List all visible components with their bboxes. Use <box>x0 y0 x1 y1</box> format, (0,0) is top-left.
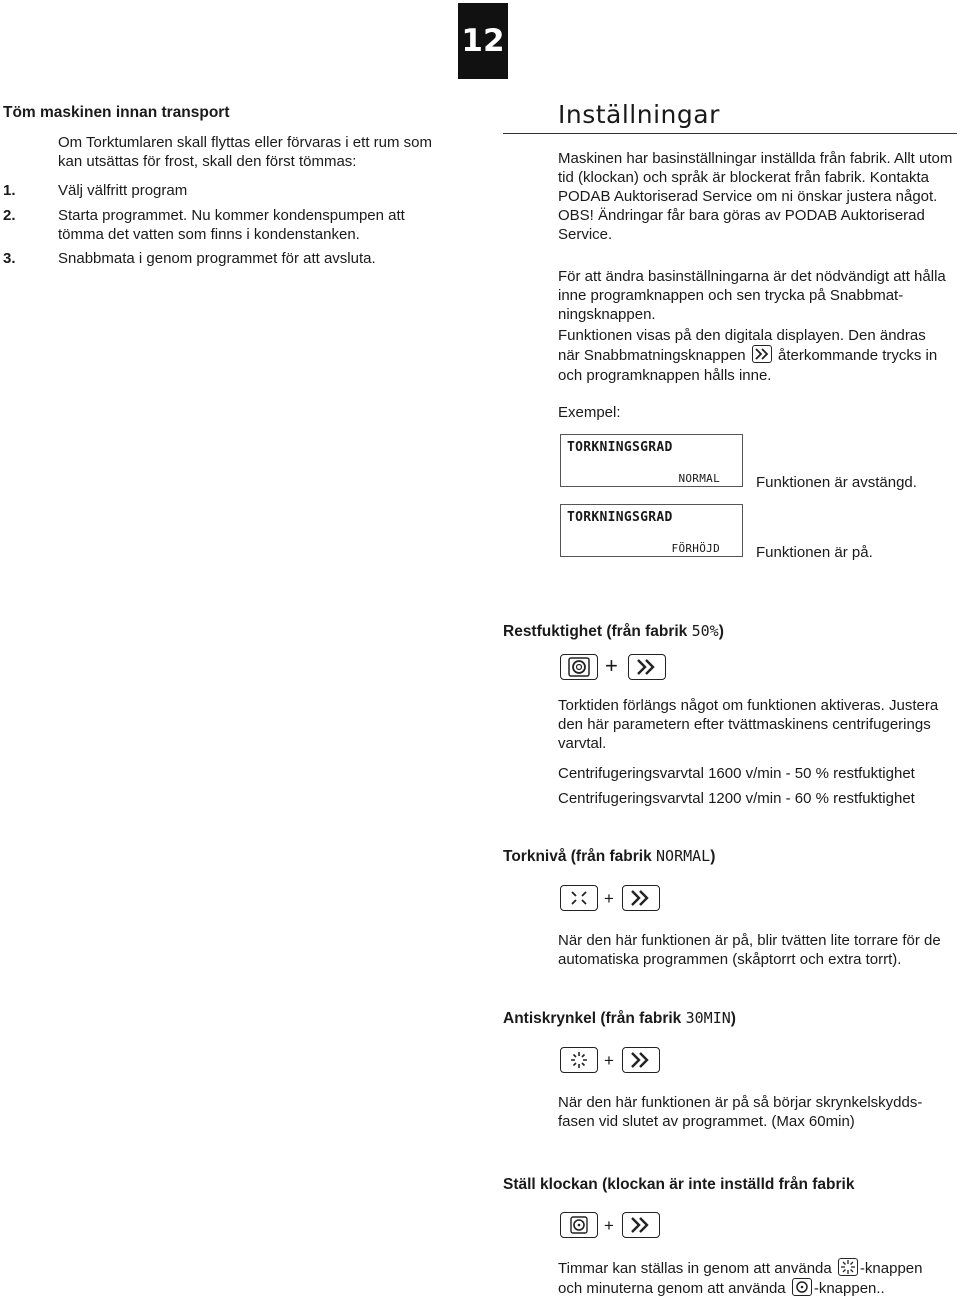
fast-forward-icon <box>622 1047 660 1073</box>
plus-sign: + <box>604 889 614 908</box>
klocka-text: och minuterna genom att använda <box>558 1280 786 1297</box>
lcd-display <box>560 504 743 557</box>
plus-sign: + <box>604 1216 614 1235</box>
heading-close: ) <box>718 623 724 640</box>
page-number: 12 <box>458 3 508 79</box>
klocka-text: -knappen <box>859 1260 923 1277</box>
fast-forward-icon <box>752 345 772 363</box>
settings-title: Inställningar <box>558 100 720 129</box>
plus-sign: + <box>604 1051 614 1070</box>
fast-forward-icon <box>622 885 660 911</box>
heading-close: ) <box>710 848 716 865</box>
anticrease-button-icon <box>560 1047 598 1073</box>
display-caption: Funktionen är avstängd. <box>756 474 917 491</box>
step-number: 2. <box>3 207 16 224</box>
klocka-text: -knappen.. <box>813 1280 885 1297</box>
step-text: Välj välfritt program <box>58 182 188 199</box>
plus-sign: + <box>605 653 618 678</box>
step-number: 3. <box>3 250 16 267</box>
dryness-button-icon <box>560 885 598 911</box>
program-button-icon <box>560 654 598 680</box>
klocka-text-2 <box>558 1278 958 1298</box>
factory-value: 30MIN <box>685 1009 731 1027</box>
settings-paragraph-2: För att ändra basinställningarna är det nödvändigt att hålla inne programknappen och sen trycka på Snabbmat-ningsknappen. <box>558 268 946 323</box>
factory-value: NORMAL <box>656 847 711 865</box>
klocka-heading <box>503 1175 854 1194</box>
torkniva-text: När den här funktionen är på, blir tvätten lite torrare för de automatiska programmen (skåptorrt och extra torrt). <box>558 932 941 968</box>
heading-text: Ställ klockan (klockan är inte inställd från fabrik <box>503 1176 855 1193</box>
step-text: Snabbmata i genom programmet för att avsluta. <box>58 250 376 267</box>
title-rule <box>503 133 957 134</box>
transport-intro: Om Torktumlaren skall flyttas eller förvaras i ett rum som kan utsättas för frost, skall den först tömmas: <box>58 134 432 170</box>
example-label: Exempel: <box>558 404 621 421</box>
settings-paragraph-1: Maskinen har basinställningar inställda från fabrik. Allt utom tid (klockan) och språk är blockerat från fabrik. Kontakta PODAB Auktoriserad Service om ni önskar justera något. OBS! Ändringar får bara göras av PODAB Auktoriserad Service. <box>558 150 953 243</box>
display-caption: Funktionen är på. <box>756 544 873 561</box>
heading-text: Torknivå (från fabrik <box>503 848 652 865</box>
settings-text: återkommande trycks in <box>777 347 938 364</box>
antiskrynkel-heading <box>503 1009 736 1028</box>
antiskrynkel-text: När den här funktionen är på så börjar skrynkelskydds-fasen vid slutet av programmet. (Max 60min) <box>558 1094 923 1130</box>
fast-forward-icon <box>622 1212 660 1238</box>
settings-paragraph-3b <box>558 345 958 365</box>
clock-button-icon <box>560 1212 598 1238</box>
lcd-line-1: TORKNINGSGRAD <box>567 440 673 455</box>
step-text: Starta programmet. Nu kommer kondenspumpen att tömma det vatten som finns i kondenstanken. <box>58 207 405 243</box>
step-number: 1. <box>3 182 16 199</box>
restfukt-heading <box>503 622 724 641</box>
fast-forward-icon <box>628 654 666 680</box>
settings-paragraph-3: Funktionen visas på den digitala displayen. Den ändras <box>558 327 926 344</box>
restfukt-text: Torktiden förlängs något om funktionen aktiveras. Justera den här parametern efter tvättmaskinens centrifugerings varvtal. <box>558 697 939 752</box>
lcd-display <box>560 434 743 487</box>
restfukt-line-2: Centrifugeringsvarvtal 1200 v/min - 60 % restfuktighet <box>558 790 915 807</box>
anticrease-icon <box>838 1258 858 1276</box>
heading-close: ) <box>730 1010 736 1027</box>
settings-paragraph-3c: och programknappen hålls inne. <box>558 367 772 384</box>
transport-heading: Töm maskinen innan transport <box>3 104 230 121</box>
lcd-line-2: FÖRHÖJD <box>671 542 720 555</box>
heading-text: Restfuktighet (från fabrik <box>503 623 688 640</box>
klocka-text: Timmar kan ställas in genom att använda <box>558 1260 832 1277</box>
settings-text: när Snabbmatningsknappen <box>558 347 746 364</box>
heading-text: Antiskrynkel (från fabrik <box>503 1010 682 1027</box>
factory-value: 50% <box>691 622 719 640</box>
klocka-text-1 <box>558 1258 958 1278</box>
restfukt-line-1: Centrifugeringsvarvtal 1600 v/min - 50 % restfuktighet <box>558 765 915 782</box>
program-icon <box>792 1278 812 1296</box>
lcd-line-1: TORKNINGSGRAD <box>567 510 673 525</box>
lcd-line-2: NORMAL <box>678 472 720 485</box>
torkniva-heading <box>503 847 715 866</box>
